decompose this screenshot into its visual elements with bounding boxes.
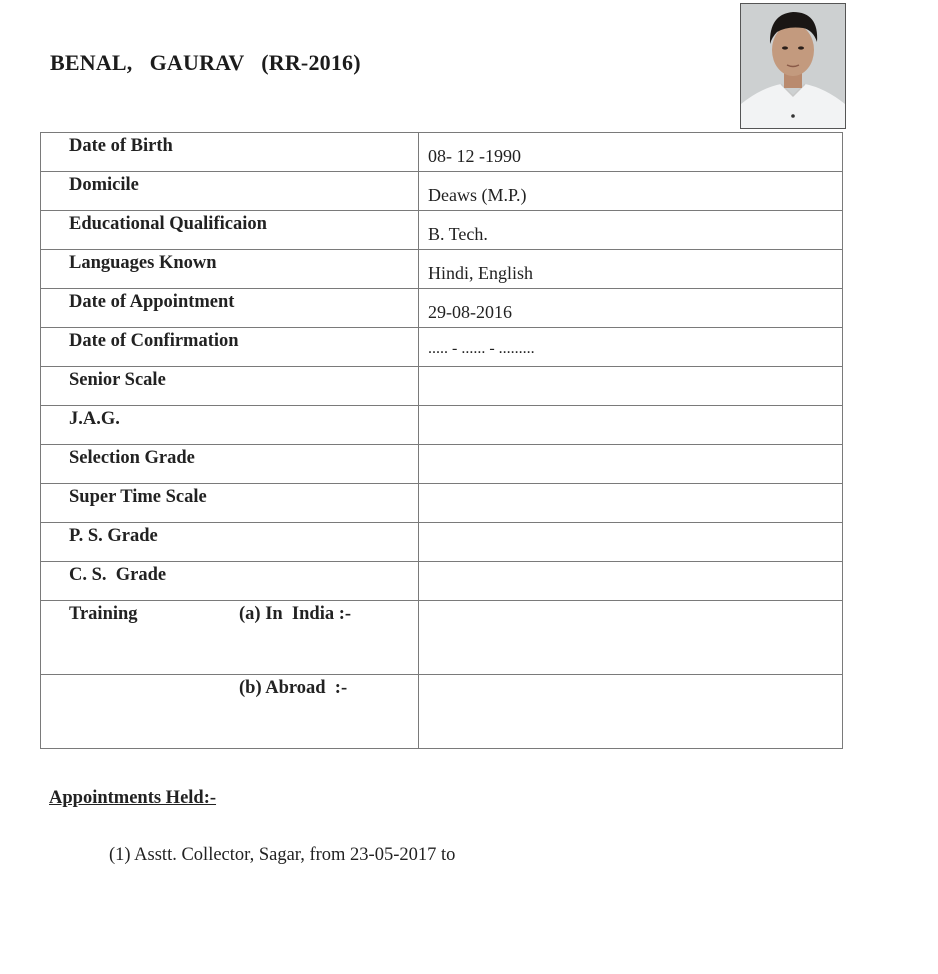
row-label-date-of-birth: Date of Birth [69,136,173,156]
row-label-languages-known: Languages Known [69,253,217,273]
table-row [41,445,843,484]
table-row-training-abroad [41,675,843,749]
row-value-languages-known: Hindi, English [428,263,534,283]
table-row-training-india [41,601,843,675]
row-value-domicile: Deaws (M.P.) [428,185,527,205]
table-row [41,289,843,328]
row-label-ps-grade: P. S. Grade [69,526,158,546]
table-row [41,133,843,172]
table-row [41,211,843,250]
table-row [41,328,843,367]
table-row [41,523,843,562]
officer-photo [740,3,846,129]
row-label-cs-grade: C. S. Grade [69,565,167,585]
row-label-training: Training [69,604,138,624]
row-sublabel-in-india: (a) In India :- [239,604,352,624]
table-row [41,367,843,406]
row-value-date-of-confirmation: ..... - ...... - ......... [428,340,535,357]
row-value-date-of-appointment: 29-08-2016 [428,302,512,322]
officer-details-table [40,132,843,749]
row-label-date-of-confirmation: Date of Confirmation [69,331,239,351]
table-row [41,172,843,211]
row-label-domicile: Domicile [69,175,139,195]
appointments-held-heading: Appointments Held:- [49,788,217,808]
appointment-list-item: (1) Asstt. Collector, Sagar, from 23-05-2017 to [109,845,456,865]
table-row [41,406,843,445]
row-label-selection-grade: Selection Grade [69,448,195,468]
row-label-jag: J.A.G. [69,409,120,429]
row-label-senior-scale: Senior Scale [69,370,166,390]
row-value-date-of-birth: 08- 12 -1990 [428,146,521,166]
table-row [41,562,843,601]
row-label-date-of-appointment: Date of Appointment [69,292,235,312]
portrait-image [741,4,845,128]
row-label-super-time-scale: Super Time Scale [69,487,207,507]
row-value-educational-qualification: B. Tech. [428,224,488,244]
officer-name-heading: BENAL, GAURAV (RR-2016) [50,50,361,75]
table-row [41,250,843,289]
row-sublabel-abroad: (b) Abroad :- [239,678,348,698]
row-label-educational-qualification: Educational Qualificaion [69,214,267,234]
table-row [41,484,843,523]
